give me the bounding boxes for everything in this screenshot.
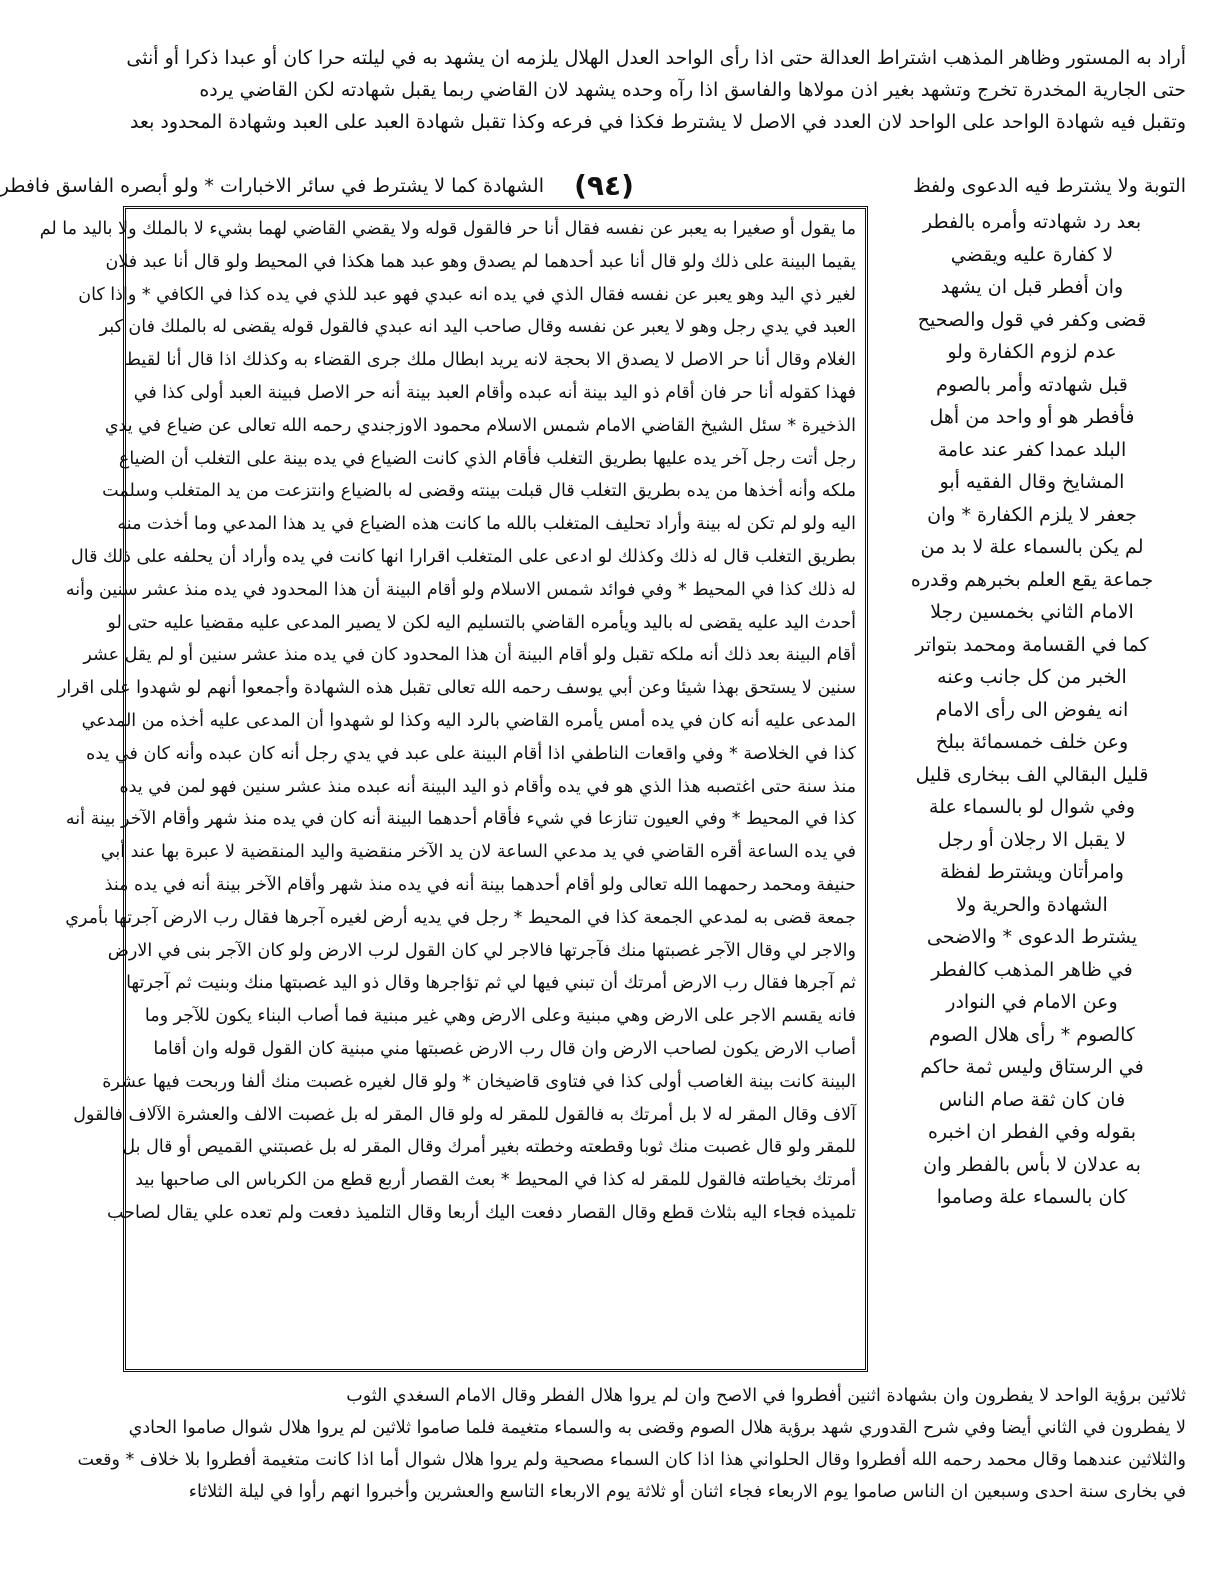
margin-line: فأفطر هو أو واحد من أهل	[929, 406, 1135, 428]
text-line: جمعة قضى به لمدعي الجمعة كذا في المحيط * رجل في يديه أرض لغيره آجرها فقال رب الارض آجرتها بأمري	[65, 907, 856, 928]
top-text-block	[114, 42, 1186, 138]
header-text-left: الشهادة كما لا يشترط في سائر الاخبارات * ولو أبصره الفاسق فافطر	[0, 175, 544, 197]
text-line: ثلاثين برؤية الواحد لا يفطرون وان بشهادة اثنين أفطروا في الاصح وان لم يروا هلال الفطر وقال الامام السغدي الثوب	[346, 1386, 1186, 1406]
bottom-text-block	[77, 1380, 1186, 1508]
margin-line: كالصوم * رأى هلال الصوم	[929, 1023, 1135, 1046]
text-line: كذا في الخلاصة * وفي واقعات الناطفي اذا أقام البينة على عبد في يدي رجل أنه كان عبده وأنه كان في يده	[86, 743, 856, 764]
text-line: العبد في يدي رجل وهو لا يعبر عن نفسه وقال صاحب اليد انه عبدي فالقول قوله يقضى له بالملك فان كبر	[99, 317, 856, 338]
header-text-right: التوبة ولا يشترط فيه الدعوى ولفظ	[912, 175, 1186, 197]
text-line: منذ سنة حتى اغتصبه هذا الذي هو في يده وأقام ذو اليد البينة أنه عبده منذ عشر سنين فهو لمن في يده	[119, 776, 856, 797]
text-line: رجل أتت رجل آخر يده عليها بطريق التغلب فأقام الذي كانت الضياع في يده بينة على التغلب أن الضياع	[118, 448, 856, 469]
margin-line: وامرأتان ويشترط لفظة	[940, 861, 1124, 883]
main-text	[39, 213, 856, 1230]
margin-line: وعن خلف خمسمائة ببلخ	[935, 731, 1129, 753]
margin-line: بعد رد شهادته وأمره بالفطر	[922, 211, 1142, 233]
page-number: (٩٤)	[574, 169, 634, 202]
margin-line: جماعة يقع العلم بخبرهم وقدره	[910, 568, 1154, 591]
text-line: في يده الساعة أقره القاضي في يد مدعي الساعة لان يد الآخر منقضية واليد المنقضية لا عبرة بها عند أبي	[100, 842, 856, 863]
margin-line: جعفر لا يلزم الكفارة * وان	[927, 503, 1137, 526]
margin-line: البلد عمدا كفر عند عامة	[937, 438, 1127, 461]
margin-line: كان بالسماء علة وصاموا	[936, 1186, 1128, 1208]
margin-commentary	[876, 206, 1188, 1372]
text-line: تلميذه فجاء اليه بثلاث قطع وقال القصار دفعت اليك أربعا وقال التلميذ دفعت ولم تعده علي يقال لصاحب	[106, 1202, 856, 1223]
text-line: أحدث اليد عليه يقضى له باليد ويأمره القاضي بالتسليم اليه لكن لا يصير المدعى عليه مقضيا عليه حتى لو	[107, 612, 856, 633]
margin-line: الشهادة والحرية ولا	[956, 893, 1108, 916]
text-line: فهذا كقوله أنا حر فان أقام ذو اليد بينة أنه عبده وأقام العبد بينة أنه حر الاصل فبينة العبد أولى كذا في	[133, 382, 856, 403]
text-line: ثم آجرها فقال رب الارض أمرتك أن تبني فيها لي ثم تؤاجرها وقال ذو اليد غصبتها منك وبنيت ثم آجرتها	[126, 973, 856, 994]
text-line: ما يقول أو صغيرا به يعبر عن نفسه فقال أنا حر فالقول قوله ولا يقضي القاضي لهما بشيء لا بالملك ولا باليد ما لم	[39, 219, 856, 239]
text-line: في بخارى سنة احدى وسبعين ان الناس صاموا يوم الاربعاء فجاء اثنان أو ثلاثة يوم الاربعاء التاسع والعشرين وأخبروا انهم رأوا في ليلة الثلاثاء	[188, 1482, 1186, 1502]
margin-line: انه يفوض الى رأى الامام	[935, 698, 1129, 721]
text-line: لغير ذي اليد وهو يعبر عن نفسه فقال الذي في يده انه عبدي فهو عبد للذي في يده كذا في الكافي * واذا كان	[78, 284, 856, 305]
text-line: والثلاثين عندهما وقال محمد رحمه الله أفطروا وقال الحلواني هذا اذا كان السماء مصحية ولم يروا هلال شوال أما اذا كانت متغيمة أفطروا بلا خلاف * وقعت	[77, 1450, 1186, 1470]
text-line: له ذلك كذا في المحيط * وفي فوائد شمس الاسلام ولو أقام البينة أن هذا المحدود في يده منذ عشر سنين وأنه	[65, 579, 856, 600]
text-line: وتقبل فيه شهادة الواحد على الواحد لان العدد في الاصل لا يشترط فكذا في فرعه وكذا تقبل شهادة العبد على العبد وشهادة المحدود بعد	[129, 111, 1186, 133]
text-line: لا يفطرون في الثاني أيضا وفي شرح القدوري شهد برؤية هلال الصوم وقضى به والسماء متغيمة فلما صاموا ثلاثين لم يروا هلال شوال صاموا الحادي	[128, 1418, 1186, 1438]
margin-line: كما في القسامة ومحمد بتواتر	[915, 633, 1149, 656]
header-row	[0, 168, 1186, 204]
text-line: أمرتك بخياطته فالقول للمقر له كذا في المحيط * بعث القصار أربع قطع من الكرباس الى صاحبها بيد	[135, 1170, 856, 1191]
margin-line: وعن الامام في النوادر	[946, 991, 1118, 1013]
margin-line: به عدلان لا بأس بالفطر وان	[923, 1153, 1141, 1176]
margin-line: قبل شهادته وأمر بالصوم	[936, 373, 1128, 396]
text-line: فانه يقسم الاجر على الارض وهي مبنية وعلى الارض وهي غير مبنية فما أصاب البناء يكون للآجر وما	[144, 1006, 856, 1027]
text-line: أراد به المستور وظاهر المذهب اشتراط العدالة حتى اذا رأى الواحد العدل الهلال يلزمه ان يشهد به في ليلته حرا كان أو عبدا ذكرا أو أنثى	[126, 47, 1186, 69]
text-line: ملكه وأنه أخذها من يده بطريق التغلب قال قبلت بينته وقضى له بالضياع وانتزعت من يد المتغلب وسلمت	[102, 481, 856, 502]
text-line: أقام البينة بعد ذلك أنه ملكه تقبل ولو أقام البينة أن هذا المحدود كان في يده منذ عشر سنين أو لم يقل عشر	[83, 645, 856, 666]
text-line: البينة كانت بينة الغاصب أولى كذا في فتاوى قاضيخان * ولو قال لغيره غصبت منك ألفا وربحت فيها عشرة	[102, 1071, 856, 1092]
margin-line: لا كفارة عليه ويقضي	[950, 243, 1114, 266]
margin-line: في ظاهر المذهب كالفطر	[931, 958, 1133, 981]
margin-line: قضى وكفر في قول والصحيح	[917, 308, 1147, 331]
text-line: أصاب الارض يكون لصاحب الارض وان قال رب الارض غصبتها مني مبنية كان القول قوله وان أقاما	[153, 1038, 856, 1059]
main-text-frame	[39, 206, 868, 1372]
margin-line: لا يقبل الا رجلان أو رجل	[937, 828, 1127, 851]
margin-line: المشايخ وقال الفقيه أبو	[939, 471, 1125, 493]
margin-line: لم يكن بالسماء علة لا بد من	[920, 536, 1144, 558]
margin-line: الامام الثاني بخمسين رجلا	[930, 601, 1134, 623]
margin-line: فان كان ثقة صام الناس	[938, 1088, 1126, 1111]
text-line: حتى الجارية المخدرة تخرج وتشهد بغير اذن مولاها والفاسق اذا رآه وحده يشهد لان القاضي ربما يقبل شهادته لكن القاضي يرده	[199, 79, 1186, 101]
text-line: والاجر لي وقال الآجر غصبتها منك فآجرتها فالاجر لي كان القول لرب الارض ولو كان الآجر بنى في الارض	[107, 940, 856, 961]
text-line: بطريق التغلب قال له ذلك وكذلك لو ادعى على المتغلب اقرارا انها كانت في يده وأراد أن يحلفه على ذلك قال	[71, 546, 856, 567]
margin-line: وفي شوال لو بالسماء علة	[928, 796, 1135, 818]
text-line: حنيفة ومحمد رحمهما الله تعالى ولو أقام أحدهما بينة أنه في يده منذ شهر وأقام الآخر بينة أنه في يده منذ	[104, 874, 856, 895]
margin-line: في الرستاق وليس ثمة حاكم	[920, 1056, 1144, 1078]
text-line: سنين لا يستحق بهذا شيئا وعن أبي يوسف رحمه الله تعالى تقبل هذه الشهادة وأجمعوا أنهم لو شهدوا على اقرار	[57, 678, 856, 699]
text-line: المدعى عليه أنه كان في يده أمس يأمره القاضي بالرد اليه وكذا لو شهدوا أن المدعى عليه أخذه من المدعي	[81, 710, 856, 731]
margin-line: وان أفطر قبل ان يشهد	[940, 276, 1124, 298]
text-line: الغلام وقال أنا حر الاصل لا يصدق الا بحجة لانه يريد ابطال ملك جرى القضاء به وكذلك اذا قال أنا لقيط	[124, 350, 856, 371]
text-line: يقيما البينة على ذلك ولو قال أنا عبد أحدهما لم يصدق وهو عبد هما هكذا في المحيط ولو قال أنا عبد فلان	[105, 251, 856, 272]
margin-line: قليل البقالي الف ببخارى قليل	[915, 763, 1149, 786]
text-line: للمقر ولو قال غصبت منك ثوبا وقطعته وخطته بغير أمرك وقال المقر له بل غصبتني القميص أو قال بل	[122, 1137, 856, 1158]
margin-line: بقوله وفي الفطر ان اخبره	[927, 1121, 1137, 1143]
margin-line: يشترط الدعوى * والاضحى	[926, 926, 1138, 948]
margin-line: عدم لزوم الكفارة ولو	[947, 341, 1117, 363]
text-line: اليه ولو لم تكن له بينة وأراد تحليف المتغلب بالله ما كانت هذه الضياع في يد هذا المدعي وما أخذت منه	[117, 514, 856, 535]
text-line: كذا في المحيط * وفي العيون تنازعا في شيء فأقام أحدهما البينة أنه كان في يده منذ شهر وأقام الآخر بينة أنه	[65, 809, 856, 830]
margin-line: الخبر من كل جانب وعنه	[937, 666, 1127, 688]
text-line: الذخيرة * سئل الشيخ القاضي الامام شمس الاسلام محمود الاوزجندي رحمه الله تعالى عن ضياع في يدي	[104, 415, 856, 436]
text-line: آلاف وقال المقر له لا بل أمرتك به فالقول للمقر له ولو قال المقر له بل غصبت الالف والعشرة الآلاف فالقول	[73, 1104, 856, 1125]
